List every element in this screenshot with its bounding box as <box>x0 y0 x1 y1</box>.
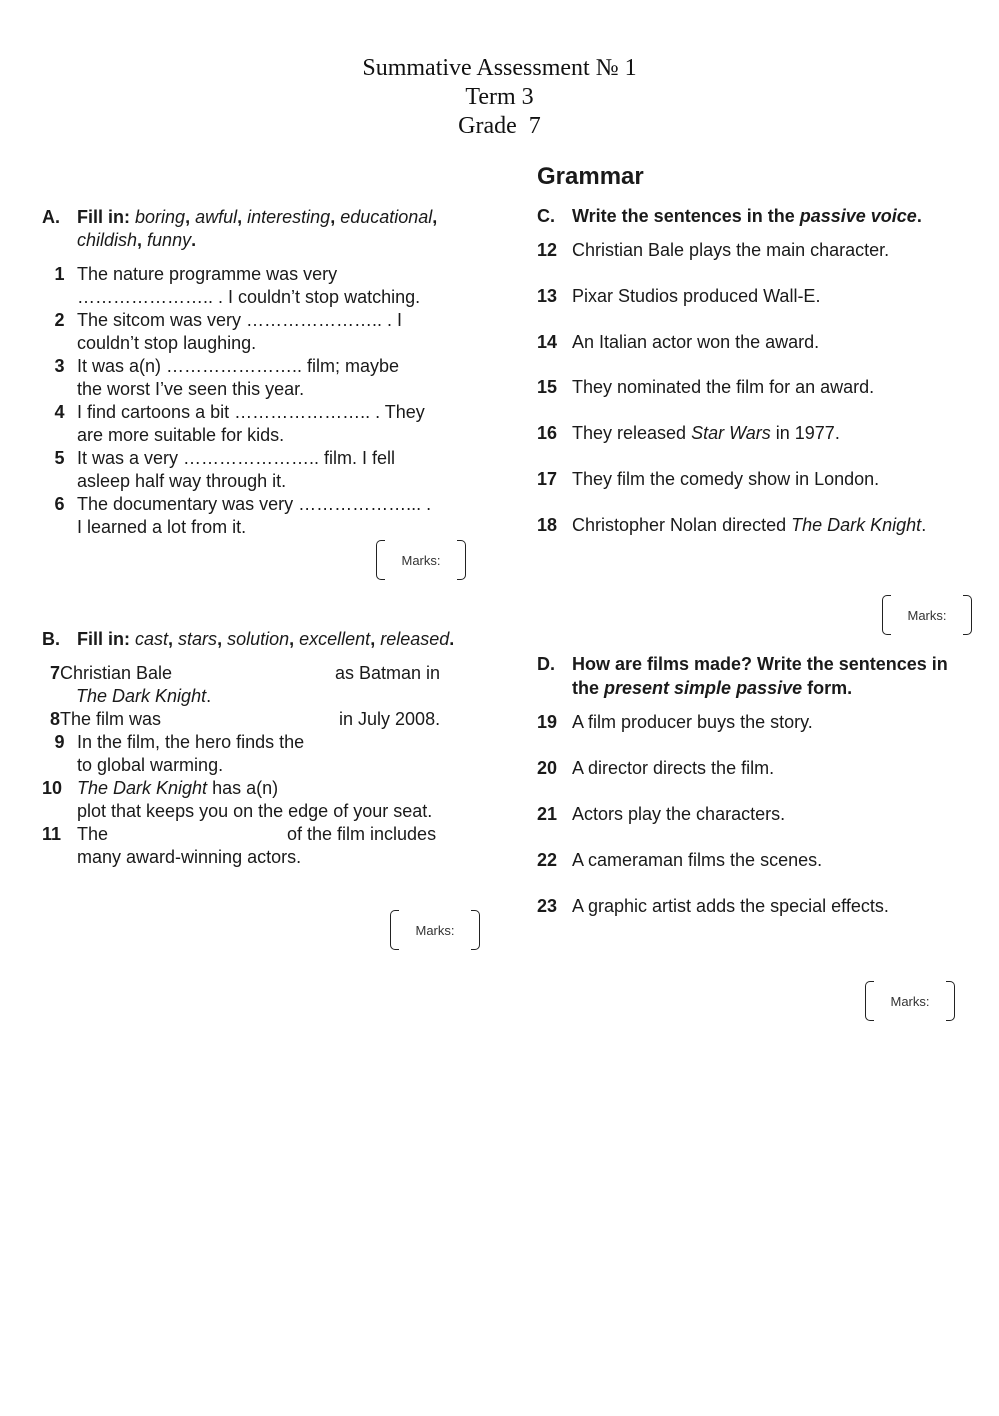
question-3: 3 It was a(n) ………………….. film; maybe the worst I’ve seen this year. <box>54 356 400 399</box>
question-17: 17 They film the comedy show in London. <box>537 469 880 489</box>
question-10: 10 The Dark Knight has a(n) plot that keeps you on the edge of your seat. <box>42 778 433 821</box>
section-d-heading: D. How are films made? Write the sentences in the present simple passive form. <box>537 654 948 698</box>
question-11: 11 The of the film includes many award-winning actors. <box>42 824 437 867</box>
question-2: 2 The sitcom was very ………………….. . I couldn’t stop laughing. <box>54 310 403 353</box>
question-1: 1 The nature programme was very ………………….. . I couldn’t stop watching. <box>54 264 421 307</box>
question-20: 20 A director directs the film. <box>537 758 775 778</box>
question-4: 4 I find cartoons a bit ………………….. . They are more suitable for kids. <box>54 402 425 445</box>
question-19: 19 A film producer buys the story. <box>537 712 813 732</box>
section-a-marks-box[interactable]: Marks: <box>376 540 466 580</box>
question-16: 16 They released Star Wars in 1977. <box>537 423 840 443</box>
section-b-heading: B. Fill in: cast, stars, solution, excellent, released. <box>42 629 455 649</box>
left-column <box>42 168 482 539</box>
section-b-marks-box[interactable]: Marks: <box>390 910 480 950</box>
question-23: 23 A graphic artist adds the special effects. <box>537 896 889 916</box>
header-grade: Grade 7 <box>458 113 541 139</box>
section-d <box>537 652 977 918</box>
question-21: 21 Actors play the characters. <box>537 804 786 824</box>
section-a-heading: A. Fill in: boring, awful, interesting, educational, childish, funny. <box>42 207 438 250</box>
header-title: Summative Assessment № 1 <box>362 55 637 81</box>
question-5: 5 It was a very ………………….. film. I fell asleep half way through it. <box>54 448 396 491</box>
question-12: 12 Christian Bale plays the main character. <box>537 240 890 260</box>
section-b <box>42 628 482 869</box>
question-13: 13 Pixar Studios produced Wall-E. <box>537 286 821 306</box>
question-22: 22 A cameraman films the scenes. <box>537 850 823 870</box>
section-d-marks-box[interactable]: Marks: <box>865 981 955 1021</box>
question-18: 18 Christopher Nolan directed The Dark Knight. <box>537 515 927 535</box>
section-c-heading: C. Write the sentences in the passive voice. <box>537 206 922 226</box>
section-c-marks-box[interactable]: Marks: <box>882 595 972 635</box>
question-9: 9 In the film, the hero finds the to global warming. <box>54 732 305 775</box>
question-7: 7 Christian Bale as Batman in The Dark Knight. <box>50 663 441 706</box>
header-term: Term 3 <box>465 84 534 110</box>
grammar-title: Grammar <box>537 163 644 190</box>
question-14: 14 An Italian actor won the award. <box>537 332 820 352</box>
right-column <box>537 162 977 537</box>
document-header <box>0 54 999 141</box>
question-15: 15 They nominated the film for an award. <box>537 377 875 397</box>
question-6: 6 The documentary was very ………………... . I learned a lot from it. <box>54 494 432 537</box>
question-8: 8 The film was in July 2008. <box>50 709 441 729</box>
